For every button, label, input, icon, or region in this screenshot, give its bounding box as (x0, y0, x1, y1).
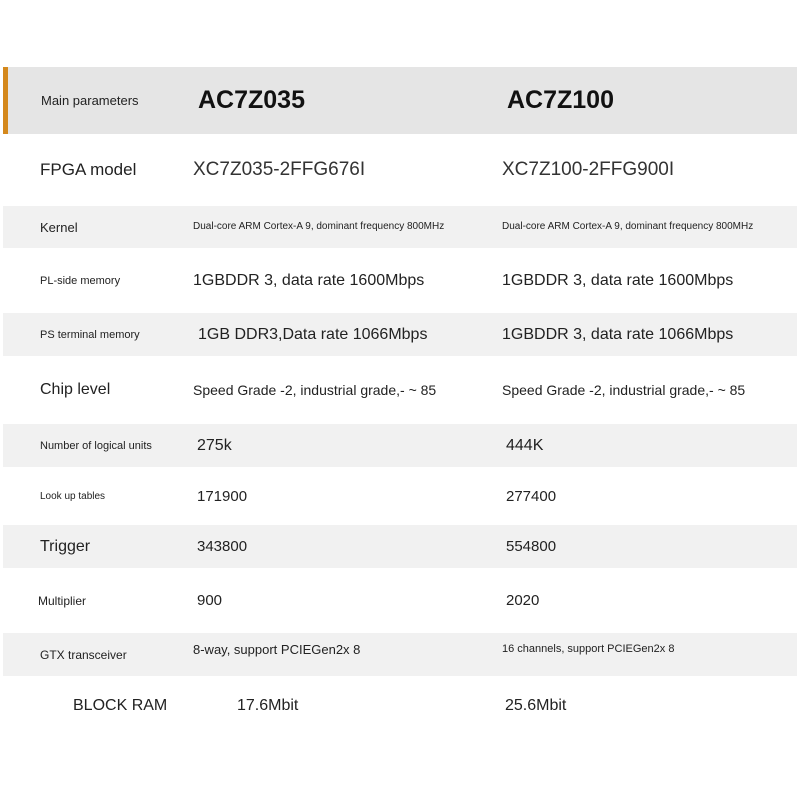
row-label: Chip level (40, 381, 111, 398)
row-label: Number of logical units (40, 439, 152, 452)
value-b: 2020 (506, 592, 540, 609)
row-label: Multiplier (38, 593, 87, 608)
row-label: PL-side memory (40, 274, 121, 287)
value-b: 1GBDDR 3, data rate 1600Mbps (502, 271, 734, 289)
header-label: Main parameters (41, 93, 139, 108)
table-row (3, 677, 797, 735)
value-b: Dual-core ARM Cortex-A 9, dominant frequency 800MHz (502, 221, 754, 232)
value-b: 16 channels, support PCIEGen2x 8 (502, 643, 675, 655)
value-a: Speed Grade -2, industrial grade,- ~ 85 (193, 382, 437, 398)
model-b-heading: AC7Z100 (507, 86, 614, 114)
value-a: 900 (197, 592, 223, 609)
table-row (3, 569, 797, 632)
row-label: BLOCK RAM (73, 697, 168, 714)
value-b: 444K (506, 436, 544, 454)
table-row (3, 134, 797, 205)
value-a: 1GBDDR 3, data rate 1600Mbps (193, 271, 425, 289)
value-b: Speed Grade -2, industrial grade,- ~ 85 (502, 382, 746, 398)
table-row (3, 525, 797, 568)
value-b: 554800 (506, 538, 557, 555)
value-a: 1GB DDR3,Data rate 1066Mbps (198, 325, 428, 343)
row-label: GTX transceiver (40, 647, 127, 662)
row-label: PS terminal memory (40, 328, 140, 341)
row-label: Trigger (40, 537, 91, 555)
table-row (3, 357, 797, 423)
value-b: 25.6Mbit (505, 697, 567, 714)
value-b: 277400 (506, 487, 557, 505)
table-header (3, 67, 797, 134)
value-a: 343800 (197, 538, 248, 555)
table-row (3, 249, 797, 312)
table-row (3, 313, 797, 356)
value-b: XC7Z100-2FFG900I (502, 158, 675, 180)
value-b: 1GBDDR 3, data rate 1066Mbps (502, 325, 734, 343)
value-a: XC7Z035-2FFG676I (193, 158, 366, 180)
table-row (3, 424, 797, 467)
table-row (3, 633, 797, 676)
value-a: 8-way, support PCIEGen2x 8 (193, 642, 361, 657)
row-label: Kernel (40, 219, 78, 235)
value-a: 17.6Mbit (237, 697, 299, 714)
row-label: Look up tables (40, 490, 106, 502)
row-label: FPGA model (40, 159, 137, 179)
value-a: 171900 (197, 487, 248, 505)
model-a-heading: AC7Z035 (198, 86, 305, 114)
table-row (3, 206, 797, 248)
value-a: Dual-core ARM Cortex-A 9, dominant frequency 800MHz (193, 221, 445, 232)
value-a: 275k (197, 436, 232, 454)
table-row (3, 468, 797, 524)
